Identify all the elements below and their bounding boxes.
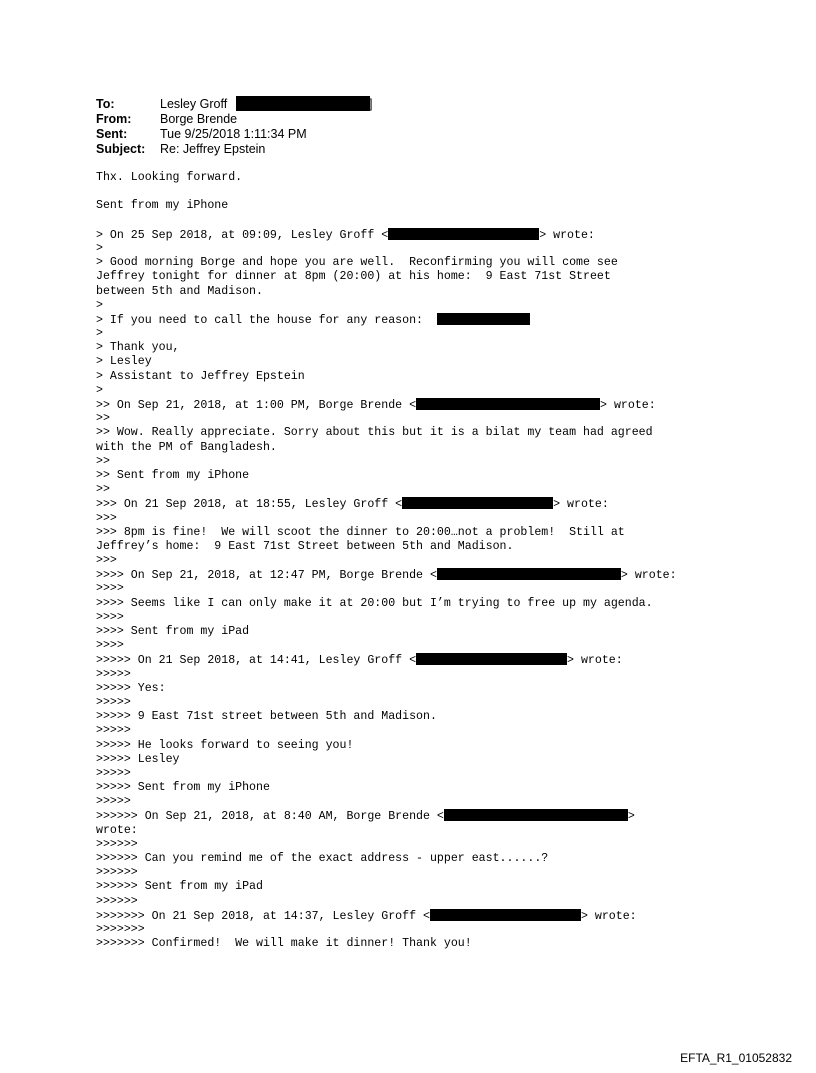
email-line	[96, 441, 736, 455]
redaction-box	[236, 96, 373, 111]
redaction-box	[437, 568, 621, 580]
email-line-text: >>>>>> Can you remind me of the exact address - upper east......?	[96, 852, 549, 865]
email-line	[96, 370, 736, 384]
email-line-text: >>>>>>	[96, 866, 138, 880]
email-line-text: >>>>>	[96, 795, 131, 809]
email-line	[96, 270, 736, 284]
email-line	[96, 653, 736, 667]
email-line	[96, 512, 736, 526]
email-line	[96, 327, 736, 341]
email-line-text: > If you need to call the house for any reason:	[96, 313, 437, 327]
email-line	[96, 852, 736, 866]
email-line-text: Jeffrey tonight for dinner at 8pm (20:00) at his home: 9 East 71st Street	[96, 270, 611, 284]
email-line	[96, 866, 736, 880]
email-line-text: >>>>>>>	[96, 922, 145, 936]
email-line-tail: > wrote:	[567, 654, 623, 668]
email-line-text: >>>>>	[96, 724, 131, 738]
email-line	[96, 795, 736, 809]
email-line	[96, 497, 736, 511]
email-line	[96, 242, 736, 256]
email-line	[96, 313, 736, 327]
to-bracket-close: ]	[369, 97, 373, 111]
email-line-text: between 5th and Madison.	[96, 284, 263, 298]
redaction-box	[416, 653, 567, 665]
email-line	[96, 753, 736, 767]
email-line	[96, 199, 736, 213]
subject-label: Subject:	[96, 142, 146, 156]
email-line-text: >>	[96, 412, 110, 426]
email-line-text: >	[96, 327, 103, 341]
email-line-tail: > wrote:	[580, 909, 637, 923]
redaction-box	[437, 313, 530, 325]
email-line-text: >>>> Seems like I can only make it at 20:00 but I’m trying to free up my agenda.	[96, 596, 653, 610]
email-line-text: >>>>	[96, 582, 124, 596]
email-line-text: >>>>>> On Sep 21, 2018, at 8:40 AM, Borge Brende <	[96, 810, 444, 824]
email-line-text: >>>>>	[96, 766, 131, 780]
email-line	[96, 299, 736, 313]
email-line-text: >> Sent from my iPhone	[96, 468, 250, 482]
redaction-box	[402, 497, 553, 509]
email-line-text: >>>>>	[96, 667, 131, 681]
email-line-text: >>>	[96, 554, 117, 568]
email-line	[96, 483, 736, 497]
to-label: To:	[96, 97, 115, 111]
email-line-text: >>>>> On 21 Sep 2018, at 14:41, Lesley Groff <	[96, 654, 417, 668]
email-line-text: >>> On 21 Sep 2018, at 18:55, Lesley Groff <	[96, 498, 403, 512]
sent-label: Sent:	[96, 127, 128, 141]
sent-value: Tue 9/25/2018 1:11:34 PM	[160, 127, 307, 141]
email-line	[96, 568, 736, 582]
email-line	[96, 710, 736, 724]
email-line	[96, 824, 736, 838]
email-line	[96, 668, 736, 682]
document-id-footer: EFTA_R1_01052832	[680, 1051, 792, 1065]
email-line-text: >>>>> Sent from my iPhone	[96, 781, 270, 795]
email-line	[96, 185, 736, 199]
email-line	[96, 526, 736, 540]
email-line-text: >>>>>> Sent from my iPad	[96, 880, 263, 894]
email-line	[96, 923, 736, 937]
email-line-text: > Lesley	[96, 355, 152, 369]
email-line	[96, 639, 736, 653]
from-value: Borge Brende	[160, 112, 238, 126]
email-line	[96, 809, 736, 823]
email-line-text: >>>	[96, 511, 117, 525]
email-line	[96, 724, 736, 738]
email-line-tail: >	[627, 810, 635, 824]
email-line	[96, 611, 736, 625]
email-line-text: >>>>>>	[96, 894, 138, 908]
email-line	[96, 171, 736, 185]
email-line	[96, 937, 736, 951]
subject-value: Re: Jeffrey Epstein	[160, 142, 266, 156]
email-line-text: >>>>	[96, 639, 124, 653]
email-line	[96, 739, 736, 753]
email-line-tail: > wrote:	[553, 498, 609, 512]
email-line-text: >>>>> Yes:	[96, 681, 166, 695]
email-line	[96, 838, 736, 852]
email-line	[96, 214, 736, 228]
email-line-text: >>>>>>	[96, 837, 138, 851]
email-line-text: > Good morning Borge and hope you are well. Reconfirming you will come see	[96, 256, 618, 270]
email-line-text: >>>>>>> On 21 Sep 2018, at 14:37, Lesley Groff <	[96, 909, 430, 923]
email-line	[96, 625, 736, 639]
email-line	[96, 426, 736, 440]
email-line	[96, 781, 736, 795]
email-line-text: >>>>>>> Confirmed! We will make it dinner! Thank you!	[96, 937, 472, 951]
email-line-text: >	[96, 383, 103, 397]
email-line-text: > On 25 Sep 2018, at 09:09, Lesley Groff <	[96, 228, 389, 242]
email-line	[96, 384, 736, 398]
email-line	[96, 256, 736, 270]
email-line	[96, 355, 736, 369]
email-line-text: >>>>>	[96, 695, 131, 709]
email-line	[96, 597, 736, 611]
redaction-box	[388, 228, 539, 240]
email-line	[96, 767, 736, 781]
email-line	[96, 412, 736, 426]
email-line	[96, 228, 736, 242]
email-line-tail: > wrote:	[620, 569, 677, 583]
email-line	[96, 880, 736, 894]
redaction-box	[444, 809, 628, 821]
email-line-text: >>>> On Sep 21, 2018, at 12:47 PM, Borge Brende <	[96, 569, 437, 583]
email-line	[96, 398, 736, 412]
email-line	[96, 696, 736, 710]
email-line	[96, 341, 736, 355]
email-line	[96, 469, 736, 483]
from-label: From:	[96, 112, 132, 126]
email-line-text: >>	[96, 454, 110, 468]
email-line-text: >>>>> 9 East 71st street between 5th and Madison.	[96, 710, 437, 724]
email-line-text: >>>>	[96, 610, 124, 624]
email-line-text: >>>>> He looks forward to seeing you!	[96, 738, 354, 752]
email-line-text: > Assistant to Jeffrey Epstein	[96, 369, 305, 383]
email-line	[96, 554, 736, 568]
email-line-text: > Thank you,	[96, 341, 180, 355]
email-line	[96, 285, 736, 299]
email-line	[96, 540, 736, 554]
email-line-tail: > wrote:	[539, 228, 595, 242]
email-line	[96, 455, 736, 469]
redaction-box	[430, 909, 581, 921]
email-line-text: >	[96, 241, 103, 255]
email-line-tail: > wrote:	[600, 399, 656, 412]
email-line-text: >> Wow. Really appreciate. Sorry about this but it is a bilat my team had agreed	[96, 426, 653, 440]
email-body	[96, 171, 736, 951]
email-line-text: >>>>> Lesley	[96, 752, 180, 766]
email-line-text: >>>> Sent from my iPad	[96, 625, 250, 638]
to-value: Lesley Groff	[160, 97, 228, 111]
email-line-text: Jeffrey’s home: 9 East 71st Street between 5th and Madison.	[96, 539, 514, 553]
email-line-text: >	[96, 298, 103, 312]
email-line	[96, 895, 736, 909]
email-line-text: Thx. Looking forward.	[96, 171, 243, 184]
redaction-box	[416, 398, 600, 410]
email-line	[96, 682, 736, 696]
email-line-text: >> On Sep 21, 2018, at 1:00 PM, Borge Brende <	[96, 399, 417, 412]
email-line-text: Sent from my iPhone	[96, 199, 229, 213]
email-line	[96, 582, 736, 596]
email-line-text: with the PM of Bangladesh.	[96, 440, 277, 454]
email-line-text: wrote:	[96, 823, 138, 837]
email-line-text: >>> 8pm is fine! We will scoot the dinner to 20:00…not a problem! Still at	[96, 525, 625, 539]
email-line-text: >>	[96, 483, 110, 497]
email-line	[96, 909, 736, 923]
